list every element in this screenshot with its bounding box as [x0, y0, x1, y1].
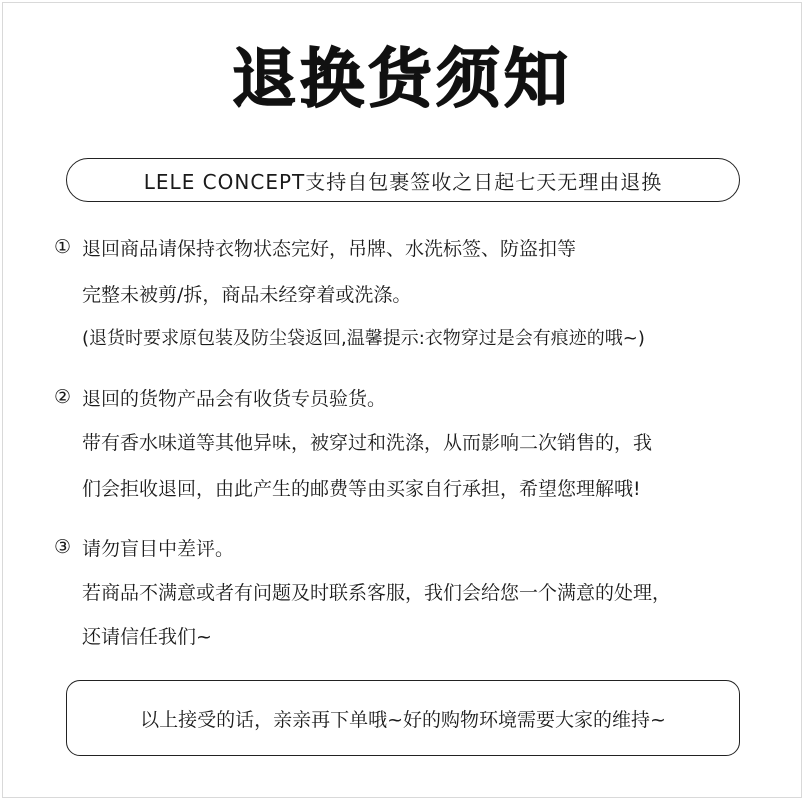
section-number: ②	[54, 386, 72, 408]
section-line: 退回的货物产品会有收货专员验货。	[82, 388, 387, 410]
section-line: 若商品不满意或者有问题及时联系客服，我们会给您一个满意的处理，	[82, 582, 672, 604]
section-note: (退货时要求原包装及防尘袋返回,温馨提示:衣物穿过是会有痕迹的哦~)	[82, 328, 645, 349]
section-line: 们会拒收退回，由此产生的邮费等由买家自行承担，希望您理解哦!	[82, 478, 641, 500]
policy-banner: LELE CONCEPT支持自包裹签收之日起七天无理由退换	[66, 158, 740, 202]
section-line: 退回商品请保持衣物状态完好，吊牌、水洗标签、防盗扣等	[82, 238, 577, 260]
section-number: ③	[54, 536, 72, 558]
section-line: 带有香水味道等其他异味，被穿过和洗涤，从而影响二次销售的，我	[82, 432, 653, 454]
page-title: 退换货须知	[232, 43, 572, 117]
section-line: 还请信任我们~	[82, 626, 212, 648]
section-line: 完整未被剪/拆，商品未经穿着或洗涤。	[82, 284, 412, 306]
footer-notice: 以上接受的话，亲亲再下单哦~好的购物环境需要大家的维持~	[66, 680, 740, 756]
section-number: ①	[54, 236, 72, 258]
section-line: 请勿盲目中差评。	[82, 538, 235, 560]
